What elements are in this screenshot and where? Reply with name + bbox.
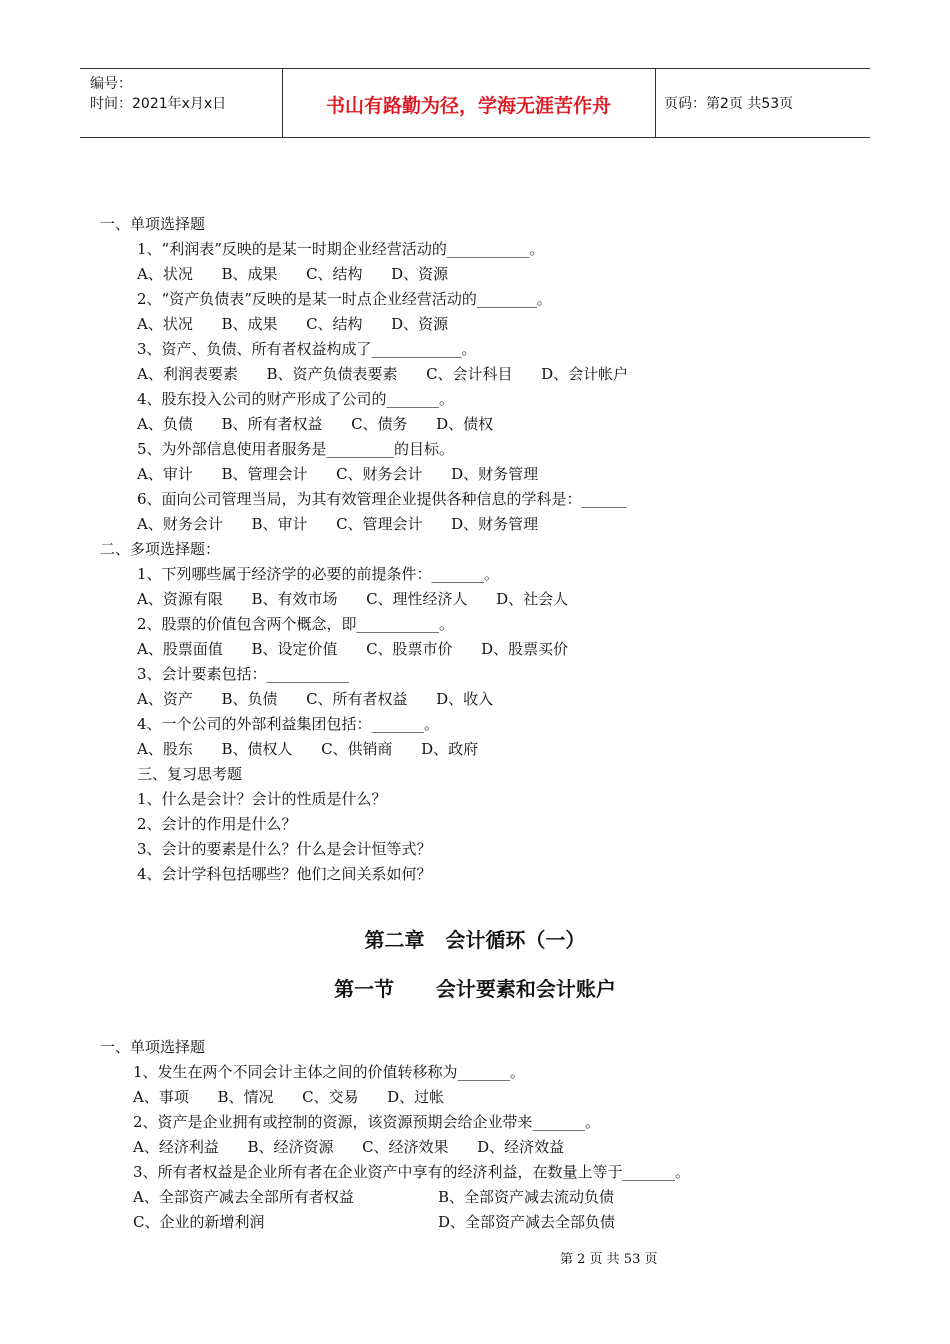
question-line: 3、所有者权益是企业所有者在企业资产中享有的经济利益，在数量上等于_______。 (133, 1163, 691, 1181)
question-line: 6、面向公司管理当局，为其有效管理企业提供各种信息的学科是：______ (137, 490, 627, 508)
time-label: 时间：2021年x月x日 (90, 96, 227, 112)
review-question: 1、什么是会计？会计的性质是什么？ (137, 790, 387, 808)
question-line: 3、会计要素包括：___________ (137, 665, 350, 683)
question-line: 2、“资产负债表”反映的是某一时点企业经营活动的________。 (137, 290, 552, 308)
question-line: 4、股东投入公司的财产形成了公司的_______。 (137, 390, 455, 408)
review-question: 3、会计的要素是什么？什么是会计恒等式？ (137, 840, 432, 858)
page-header (80, 68, 870, 138)
section-heading: 一、单项选择题 (100, 215, 206, 233)
section-heading: 三、复习思考题 (137, 765, 243, 783)
options-line: A、财务会计 B、审计 C、管理会计 D、财务管理 (137, 515, 539, 533)
options-line: A、股东 B、债权人 C、供销商 D、政府 (137, 740, 479, 758)
options-line: A、事项 B、情况 C、交易 D、过帐 (133, 1088, 445, 1106)
chapter-title: 第二章 会计循环（一） (364, 928, 586, 952)
options-line: A、负债 B、所有者权益 C、债务 D、债权 (137, 415, 494, 433)
option-a: A、全部资产减去全部所有者权益 (133, 1188, 354, 1206)
option-c: C、企业的新增利润 (133, 1213, 265, 1231)
options-line: A、资源有限 B、有效市场 C、理性经济人 D、社会人 (137, 590, 569, 608)
option-b: B、全部资产减去流动负债 (438, 1188, 615, 1206)
header-meta (80, 69, 280, 137)
section-title: 第一节 会计要素和会计账户 (334, 977, 616, 1001)
header-motto: 书山有路勤为径，学海无涯苦作舟 (325, 95, 611, 117)
options-line: A、状况 B、成果 C、结构 D、资源 (137, 315, 449, 333)
options-line: A、经济利益 B、经济资源 C、经济效果 D、经济效益 (133, 1138, 565, 1156)
question-line: 1、“利润表”反映的是某一时期企业经营活动的___________。 (137, 240, 545, 258)
page-footer: 第 2 页 共 53 页 (560, 1252, 658, 1267)
question-line: 2、股票的价值包含两个概念，即___________。 (137, 615, 455, 633)
option-d: D、全部资产减去全部负债 (438, 1213, 616, 1231)
options-line: A、利润表要素 B、资产负债表要素 C、会计科目 D、会计帐户 (137, 365, 629, 383)
question-line: 2、资产是企业拥有或控制的资源，该资源预期会给企业带来_______。 (133, 1113, 601, 1131)
question-line: 1、下列哪些属于经济学的必要的前提条件：_______。 (137, 565, 500, 583)
question-line: 5、为外部信息使用者服务是_________的目标。 (137, 440, 455, 458)
header-page-info: 页码：第2页 共53页 (664, 96, 794, 112)
question-line: 4、一个公司的外部利益集团包括：_______。 (137, 715, 440, 733)
options-line: A、股票面值 B、设定价值 C、股票市价 D、股票买价 (137, 640, 569, 658)
number-label: 编号： (90, 76, 132, 92)
section-heading: 一、单项选择题 (100, 1038, 206, 1056)
options-line: A、审计 B、管理会计 C、财务会计 D、财务管理 (137, 465, 539, 483)
options-line: A、资产 B、负债 C、所有者权益 D、收入 (137, 690, 494, 708)
question-line: 3、资产、负债、所有者权益构成了____________。 (137, 340, 477, 358)
review-question: 2、会计的作用是什么？ (137, 815, 297, 833)
header-divider (655, 69, 656, 137)
question-line: 1、发生在两个不同会计主体之间的价值转移称为_______。 (133, 1063, 526, 1081)
options-line: A、状况 B、成果 C、结构 D、资源 (137, 265, 449, 283)
section-heading: 二、多项选择题： (100, 540, 221, 558)
review-question: 4、会计学科包括哪些？他们之间关系如何？ (137, 865, 432, 883)
